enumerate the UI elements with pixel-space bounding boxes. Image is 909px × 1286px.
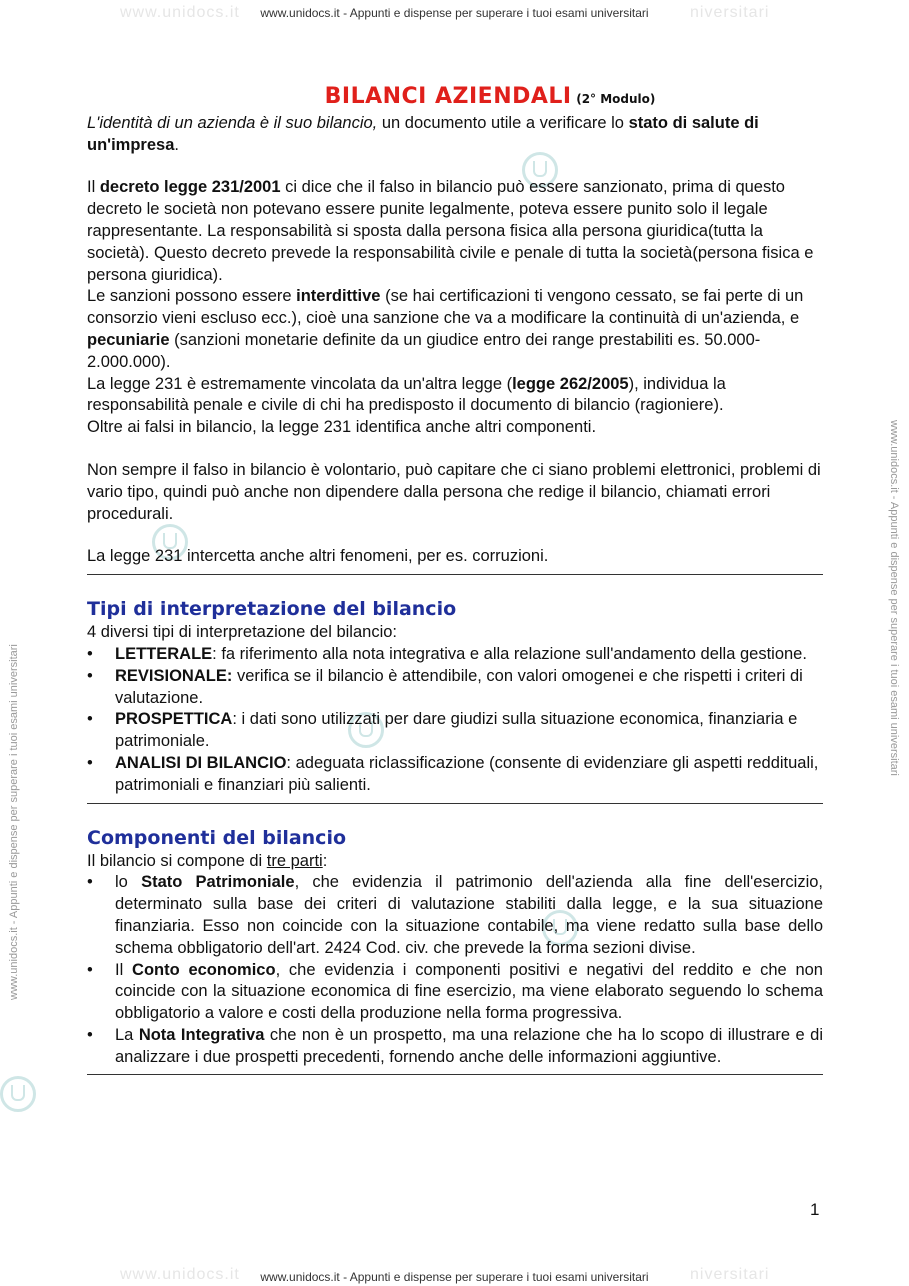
- watermark-ghost-bottom-right: niversitari: [690, 1266, 770, 1283]
- item-text: : adeguata riclassificazione (consente di evidenziare gli aspetti reddituali, patrimoniali e finanziari più salienti.: [115, 753, 819, 794]
- paragraph-falso-volontario: Non sempre il falso in bilancio è volontario, può capitare che ci siano problemi elettronici, problemi di vario tipo, quindi può anche non dipendere dalla persona che redige il bilancio, chiamati errori procedurali.: [87, 460, 821, 523]
- document-body: [87, 86, 823, 1075]
- p3-a: La legge 231 è estremamente vincolata da un'altra legge (: [87, 374, 513, 393]
- p3-c: ), individua la responsabilità penale e civile di chi ha predisposto il documento di bilancio (ragioniere).: [87, 374, 726, 415]
- list-item: [87, 1025, 823, 1069]
- item-pre: lo: [115, 873, 142, 892]
- watermark-side-right: www.unidocs.it - Appunti e dispense per superare i tuoi esami universitari: [888, 420, 900, 776]
- intro-paragraph: [87, 113, 823, 157]
- item-label: PROSPETTICA: [115, 710, 233, 729]
- item-text: : i dati sono utilizzati per dare giudizi sulla situazione economica, finanziaria e patrimoniale.: [115, 710, 798, 751]
- watermark-ghost-bottom-left: www.unidocs.it: [120, 1266, 240, 1283]
- intro-end: .: [174, 135, 179, 154]
- divider: [87, 1074, 823, 1075]
- page-number: 1: [810, 1200, 820, 1219]
- section-heading-interpretazione: Tipi di interpretazione del bilancio: [87, 598, 457, 621]
- p2-a: Le sanzioni possono essere: [87, 287, 297, 306]
- item-pre: Il: [115, 960, 133, 979]
- page-title: [157, 86, 823, 111]
- item-label: Conto economico: [132, 960, 276, 979]
- list-item: [87, 666, 823, 710]
- paragraph-componenti: Oltre ai falsi in bilancio, la legge 231 identifica anche altri componenti.: [87, 418, 597, 437]
- item-label: Nota Integrativa: [138, 1025, 265, 1044]
- intro-bold: stato di salute di un'impresa: [87, 113, 759, 154]
- p2-bold-1: interdittive: [296, 287, 381, 306]
- p1-a: Il: [87, 178, 100, 197]
- item-text: : fa riferimento alla nota integrativa e alla relazione sull'andamento della gestione.: [212, 644, 807, 663]
- section1-intro: 4 diversi tipi di interpretazione del bilancio:: [87, 623, 398, 642]
- paragraph-corruzioni: La legge 231 intercetta anche altri fenomeni, per es. corruzioni.: [87, 547, 549, 566]
- section2-intro-underline: tre parti: [266, 851, 323, 870]
- intro-text: un documento utile a verificare lo: [377, 113, 629, 132]
- watermark-ghost-left: www.unidocs.it: [120, 4, 240, 21]
- item-text: verifica se il bilancio è attendibile, con valori omogenei e che rispetti i criteri di valutazione.: [115, 666, 803, 707]
- section-heading-componenti: Componenti del bilancio: [87, 826, 347, 849]
- item-label: ANALISI DI BILANCIO: [115, 753, 287, 772]
- item-text: , che evidenzia i componenti positivi e negativi del reddito e che non coincide con la situazione economica di fine esercizio, ma viene elaborato seguendo lo schema obbligatorio a valore e costi della produzione nella forma progressiva.: [115, 960, 823, 1023]
- paragraph-sanzioni: [87, 286, 823, 373]
- watermark-ghost-right: niversitari: [690, 4, 770, 21]
- list-item: [87, 644, 823, 666]
- item-label: LETTERALE: [115, 644, 213, 663]
- section2-intro-a: Il bilancio si compone di: [87, 851, 267, 870]
- p1-bold: decreto legge 231/2001: [99, 178, 281, 197]
- item-pre: La: [115, 1025, 139, 1044]
- unidocs-logo-icon: [0, 1076, 36, 1112]
- interpretation-list: [87, 644, 823, 797]
- watermark-side-left: www.unidocs.it - Appunti e dispense per superare i tuoi esami universitari: [8, 644, 20, 1000]
- item-text: che non è un prospetto, ma una relazione che ha lo scopo di illustrare e di analizzare i due prospetti precedenti, fornendo anche delle informazioni aggiuntive.: [115, 1025, 824, 1066]
- p3-bold: legge 262/2005: [512, 374, 629, 393]
- list-item: [87, 872, 823, 959]
- list-item: [87, 753, 823, 797]
- item-text: , che evidenzia il patrimonio dell'azienda alla fine dell'esercizio, determinato sulla base dei criteri di valutazione stabiliti dalla legge, e la sua situazione finanziaria. Esso non coincide con la situazione contabile, ma viene redatto sulla base dello schema obbligatorio dell'art. 2424 Cod. civ. che prevede la forma sezioni divise.: [115, 873, 823, 957]
- paragraph-legge-262: [87, 374, 823, 418]
- list-item: [87, 709, 823, 753]
- intro-italic: L'identità di un azienda è il suo bilancio,: [87, 113, 378, 132]
- title-sub: (2° Modulo): [576, 92, 656, 106]
- title-main: BILANCI AZIENDALI: [324, 84, 572, 109]
- components-list: [87, 872, 823, 1068]
- item-label: Stato Patrimoniale: [141, 873, 295, 892]
- watermark-bottom: www.unidocs.it - Appunti e dispense per superare i tuoi esami universitari: [260, 1270, 649, 1284]
- list-item: [87, 960, 823, 1025]
- p2-bold-2: pecuniarie: [87, 330, 170, 349]
- watermark-top: www.unidocs.it - Appunti e dispense per superare i tuoi esami universitari: [260, 6, 649, 20]
- p2-c: (se hai certificazioni ti vengono cessato, se fai perte di un consorzio vieni escluso ecc.), cioè una sanzione che va a modificare la continuità di un'azienda, e: [87, 287, 804, 328]
- section2-intro: [87, 851, 823, 873]
- section2-intro-b: :: [322, 851, 328, 870]
- p2-e: (sanzioni monetarie definite da un giudice entro dei range prestabiliti es. 50.000-2.000.000).: [87, 330, 761, 371]
- item-label: REVISIONALE:: [115, 666, 233, 685]
- p1-c: ci dice che il falso in bilancio può essere sanzionato, prima di questo decreto le società non potevano essere punite legalmente, poteva essere punito solo il legale rappresentante. La responsabilità si sposta dalla persona fisica alla persona giuridica(tutta la società). Questo decreto prevede la responsabilità civile e penale di tutta la società(persona fisica e persona giuridica).: [87, 178, 814, 284]
- paragraph-decreto: [87, 177, 823, 286]
